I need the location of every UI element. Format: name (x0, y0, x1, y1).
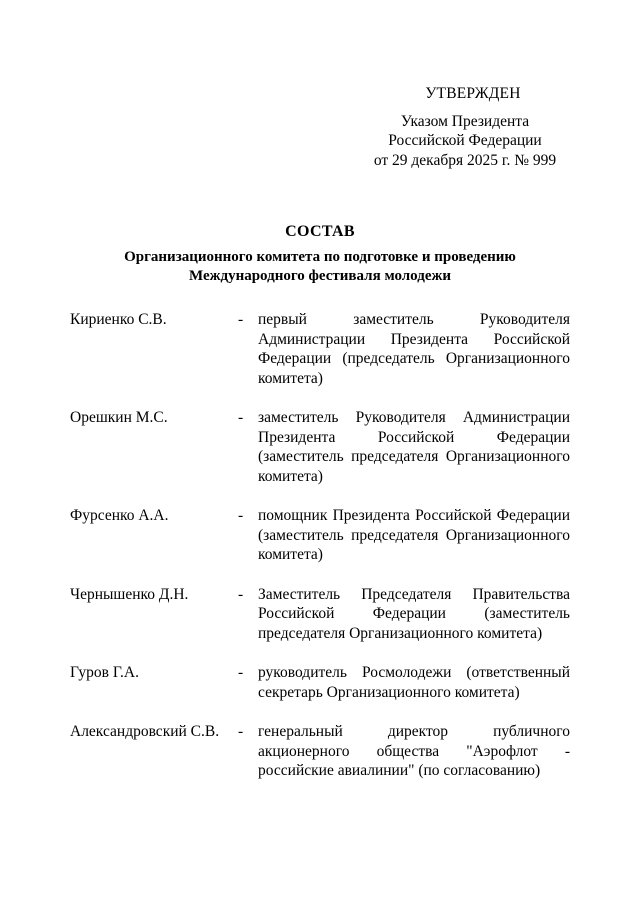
member-dash: - (238, 311, 244, 328)
member-name: Александровский С.В. (70, 723, 220, 740)
member-row (70, 722, 570, 781)
member-row (70, 585, 570, 644)
member-role: помощник Президента Российской Федерации (заместитель председателя Организационного комитета) (258, 507, 570, 563)
approval-block (360, 84, 570, 170)
subtitle-line-1: Организационного комитета по подготовке и проведению (124, 248, 516, 265)
document-subtitle (0, 248, 640, 286)
approval-decree-line: Указом Президента (400, 112, 530, 130)
member-role: заместитель Руководителя Администрации Президента Российской Федерации (заместитель председателя Организационного комитета) (258, 409, 570, 485)
member-row (70, 408, 570, 486)
member-dash: - (238, 664, 244, 681)
member-name: Кириенко С.В. (70, 311, 167, 328)
member-name: Фурсенко А.А. (70, 507, 169, 524)
committee-members-list (70, 310, 570, 801)
member-row (70, 310, 570, 388)
member-name: Орешкин М.С. (70, 409, 168, 426)
member-role: первый заместитель Руководителя Администрации Президента Российской Федерации (председатель Организационного комитета) (258, 311, 570, 387)
member-role: генеральный директор публичного акционерного общества "Аэрофлот - российские авиалинии" (по согласованию) (258, 723, 570, 779)
document-title: СОСТАВ (285, 223, 355, 240)
subtitle-line-2: Международного фестиваля молодежи (188, 267, 452, 284)
approved-label: УТВЕРЖДЕН (425, 85, 521, 102)
member-role: руководитель Росмолодежи (ответственный секретарь Организационного комитета) (258, 664, 570, 701)
member-dash: - (238, 409, 244, 426)
member-dash: - (238, 723, 244, 740)
document-heading (0, 222, 640, 286)
member-dash: - (238, 585, 244, 603)
member-row (70, 663, 570, 702)
member-row (70, 506, 570, 565)
member-name: Гуров Г.А. (70, 664, 139, 681)
member-role: Заместитель Председателя Правительства Российской Федерации (заместитель председателя Организационного комитета) (258, 585, 570, 642)
member-dash: - (238, 507, 244, 524)
member-name: Чернышенко Д.Н. (70, 585, 189, 603)
approval-country-line: Российской Федерации (388, 132, 542, 149)
approval-date-line: от 29 декабря 2025 г. № 999 (373, 151, 557, 169)
